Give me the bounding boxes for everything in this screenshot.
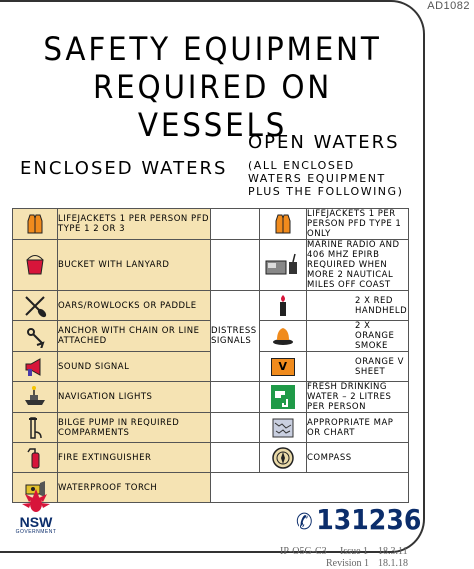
bilge-pump-icon: [23, 416, 47, 440]
nsw-logo-text: NSW: [19, 514, 53, 530]
radio-epirb-icon: [265, 253, 301, 277]
enclosed-item: LIFEJACKETS 1 PER PERSON PFD TYPE 1 2 OR 3: [58, 209, 211, 240]
table-row: [13, 240, 409, 291]
footer-code: IP-O5G-C3: [280, 546, 327, 557]
title-line-1: SAFETY EQUIPMENT: [43, 30, 382, 68]
handheld-flare-icon: [271, 294, 295, 318]
phone-icon: ✆: [296, 510, 313, 535]
open-item: FRESH DRINKING WATER – 2 LITRES PER PERSON: [307, 382, 409, 413]
anchor-icon: [23, 324, 47, 348]
footer-issue-label: Issue 1: [340, 546, 369, 557]
enclosed-item: BUCKET WITH LANYARD: [58, 240, 211, 291]
lifejacket-icon: [271, 212, 295, 236]
fire-extinguisher-icon: [23, 446, 47, 470]
open-item: 2 X ORANGE SMOKE: [307, 321, 409, 352]
map-icon: [271, 416, 295, 440]
nsw-government-logo: [14, 487, 58, 535]
waratah-icon: [19, 487, 53, 515]
orange-smoke-icon: [271, 324, 295, 348]
distress-signals-label: DISTRESS SIGNALS: [211, 291, 260, 382]
open-waters-subheader: (ALL ENCLOSED WATERS EQUIPMENT PLUS THE FOLLOWING): [248, 159, 404, 198]
enclosed-waters-header: ENCLOSED WATERS: [20, 158, 228, 179]
table-row: [13, 413, 409, 443]
enclosed-item: OARS/ROWLOCKS OR PADDLE: [58, 291, 211, 321]
enclosed-item: BILGE PUMP IN REQUIRED COMPARMENTS: [58, 413, 211, 443]
open-item: APPROPRIATE MAP OR CHART: [307, 413, 409, 443]
government-logo-text: GOVERNMENT: [15, 529, 57, 535]
phone-number: [296, 503, 421, 536]
reference-code: AD1082: [427, 0, 470, 12]
open-waters-header: OPEN WATERS: [248, 132, 400, 153]
navigation-lights-icon: [23, 385, 47, 409]
horn-icon: [23, 355, 47, 379]
oars-icon: [23, 294, 47, 318]
open-item: LIFEJACKETS 1 PER PERSON PFD TYPE 1 ONLY: [307, 209, 409, 240]
phone-number-text: 131236: [316, 503, 422, 536]
compass-icon: [271, 446, 295, 470]
table-row: [13, 291, 409, 321]
bucket-icon: [23, 253, 47, 277]
open-item: 2 X RED HANDHELD: [307, 291, 409, 321]
equipment-table: [12, 208, 409, 503]
enclosed-item: FIRE EXTINGUISHER: [58, 443, 211, 473]
footer-revision-date: 18.1.18: [378, 558, 408, 569]
water-tap-icon: [271, 385, 295, 409]
open-item: COMPASS: [307, 443, 409, 473]
table-row: [13, 443, 409, 473]
enclosed-item: WATERPROOF TORCH: [58, 473, 211, 503]
footer-issue-date: 18.3.11: [378, 546, 408, 557]
orange-v-sheet-icon: V: [271, 358, 295, 376]
table-row: [13, 382, 409, 413]
table-row: [13, 473, 409, 503]
enclosed-item: NAVIGATION LIGHTS: [58, 382, 211, 413]
enclosed-item: ANCHOR WITH CHAIN OR LINE ATTACHED: [58, 321, 211, 352]
title-line-2: REQUIRED ON VESSELS: [92, 68, 333, 144]
table-row: [13, 209, 409, 240]
open-item: MARINE RADIO AND 406 MHZ EPIRB REQUIRED WHEN MORE 2 NAUTICAL MILES OFF COAST: [307, 240, 409, 291]
lifejacket-icon: [23, 212, 47, 236]
footer-revision-label: Revision 1: [326, 558, 370, 569]
open-item: ORANGE V SHEET: [307, 352, 409, 382]
enclosed-item: SOUND SIGNAL: [58, 352, 211, 382]
